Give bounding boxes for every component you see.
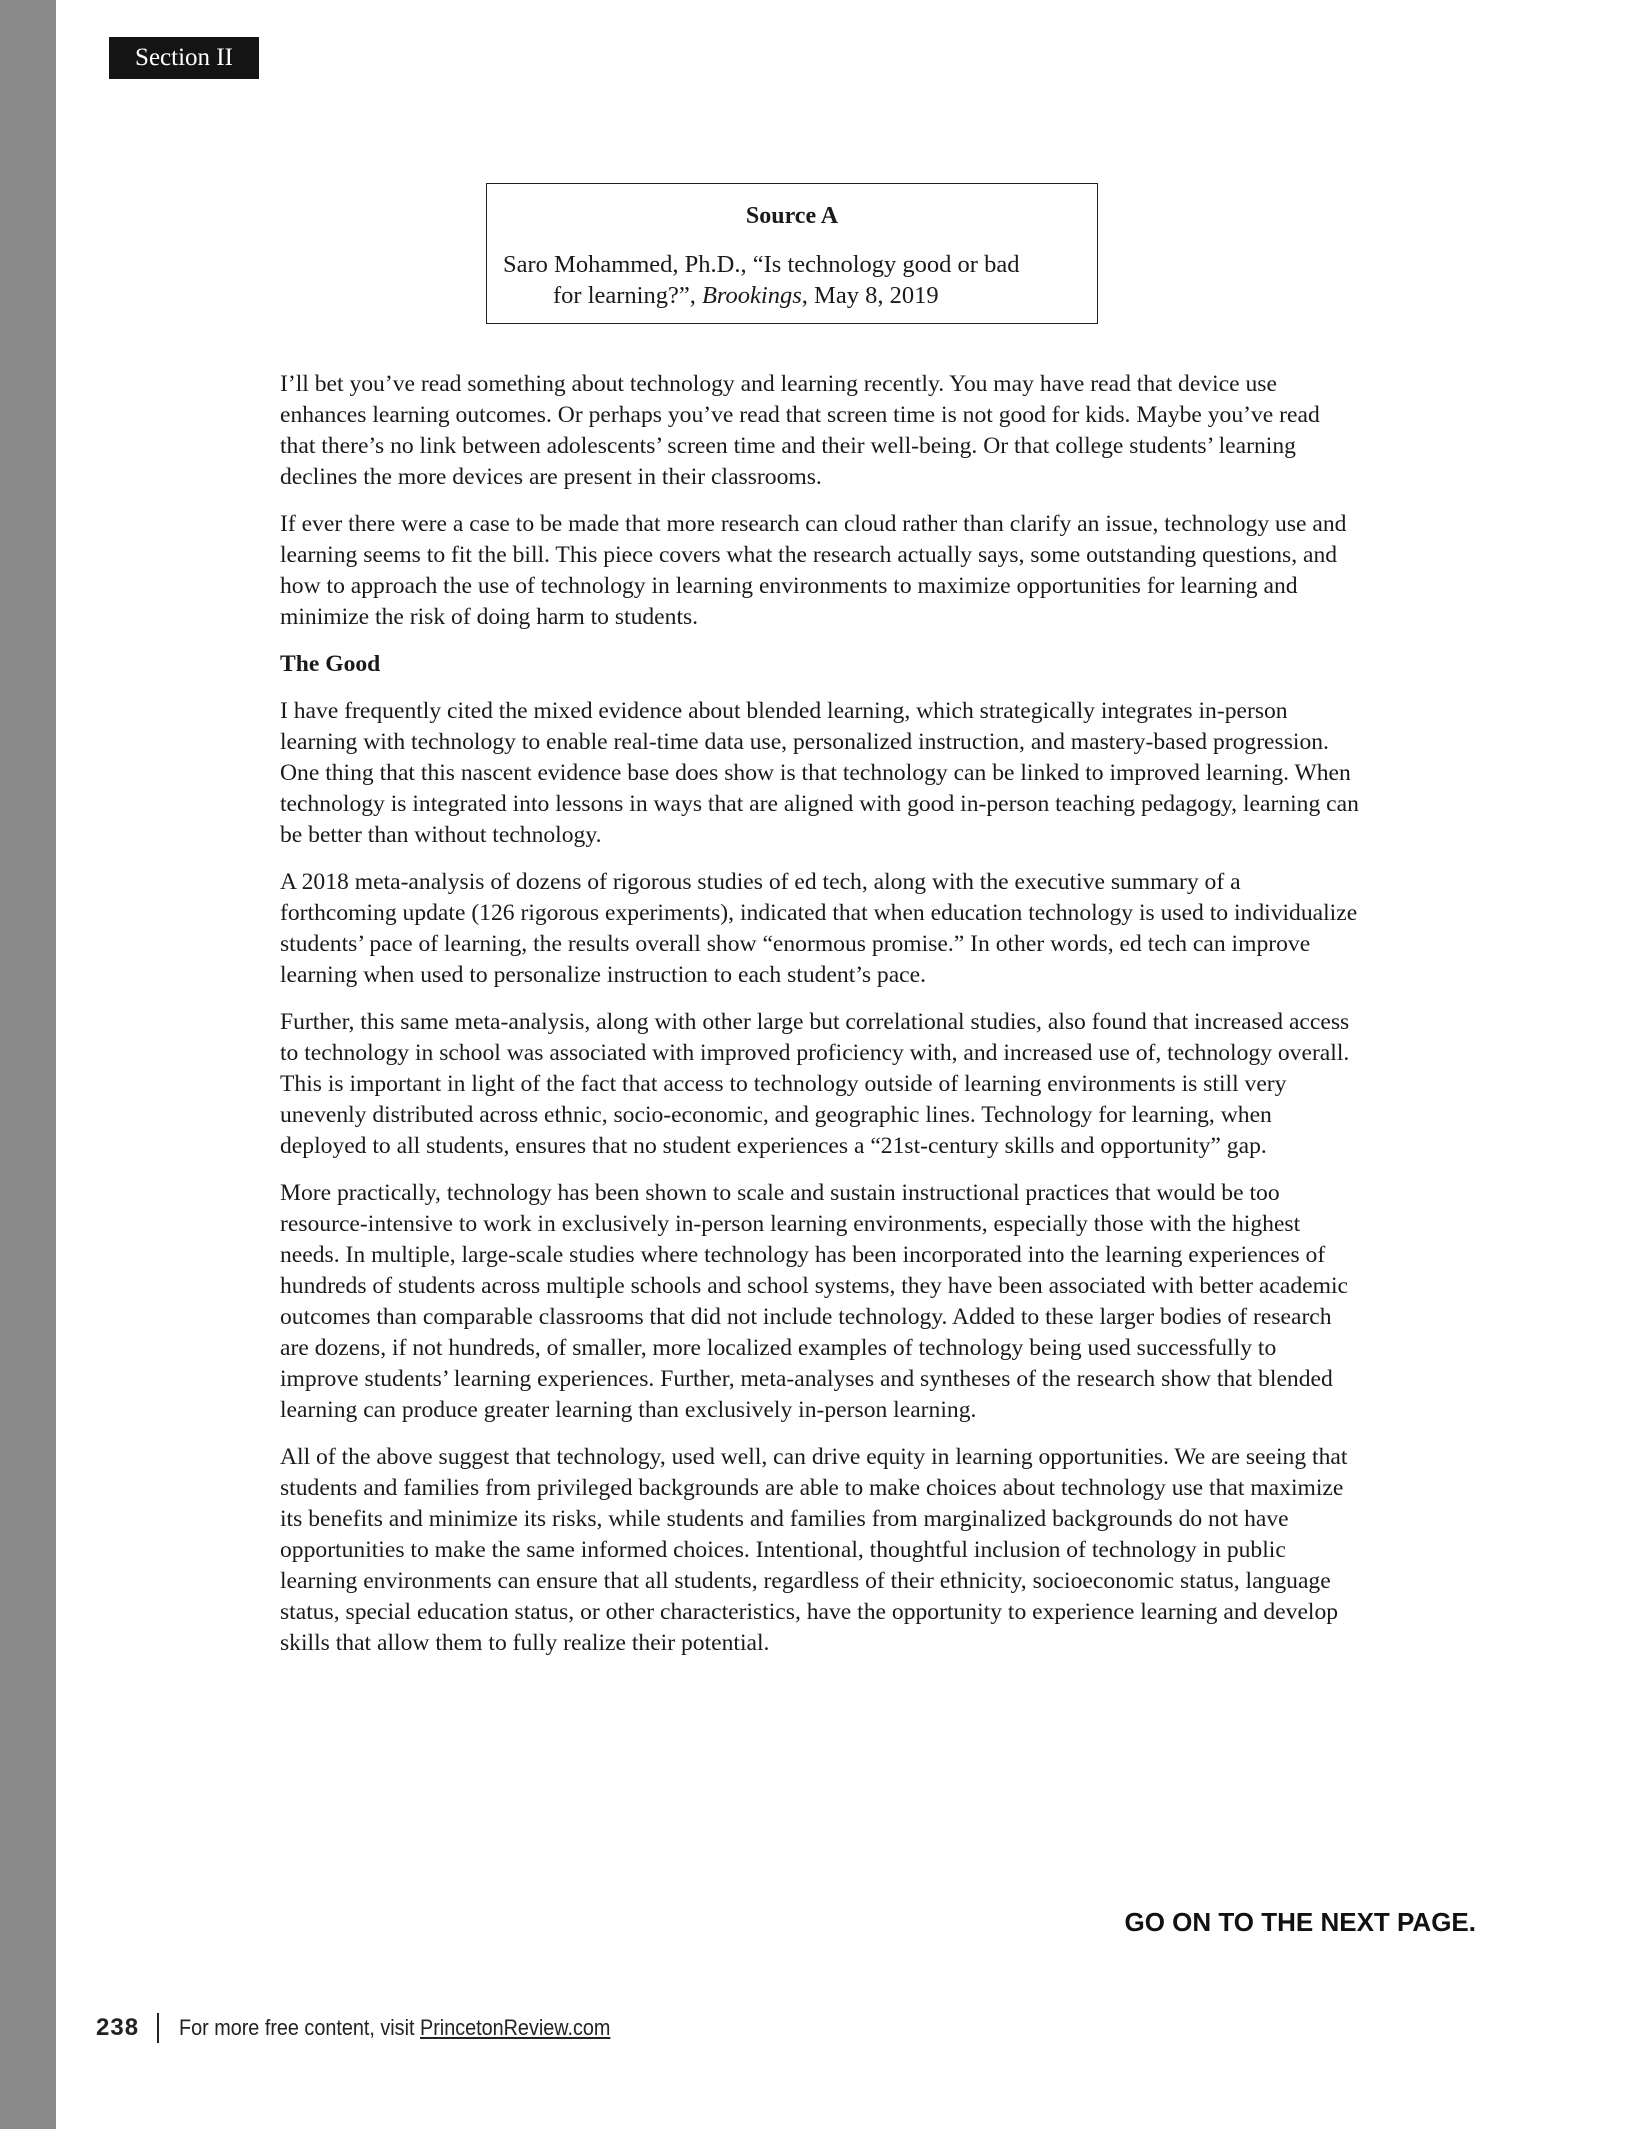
citation-line-2	[553, 281, 939, 311]
paragraph: I have frequently cited the mixed evidence about blended learning, which strategically integrates in-person learning with technology to enable real-time data use, personalized instruction, and mastery-based progression. One thing that this nascent evidence base does show is that technology can be linked to improved learning. When technology is integrated into lessons in ways that are aligned with good in-person teaching pedagogy, learning can be better than without technology.	[280, 698, 1359, 848]
page-number: 238	[96, 2014, 140, 2041]
citation-publication: Brookings	[701, 282, 802, 309]
paragraph: I’ll bet you’ve read something about technology and learning recently. You may have read that device use enhances learning outcomes. Or perhaps you’ve read that screen time is not good for kids. Maybe you’ve read that there’s no link between adolescents’ screen time and their well-being. Or that college students’ learning declines the more devices are present in their classrooms.	[280, 371, 1320, 490]
citation-title-continued: for learning?”,	[553, 282, 702, 309]
citation-author-title: Saro Mohammed, Ph.D., “Is technology good or bad	[503, 251, 1020, 278]
page-footer	[96, 2012, 658, 2044]
footer-divider	[157, 2013, 159, 2043]
section-label: Section II	[109, 37, 259, 79]
paragraph: All of the above suggest that technology, used well, can drive equity in learning opportunities. We are seeing that students and families from privileged backgrounds are able to make choices about technology use that maximize its benefits and minimize its risks, while students and families from marginalized backgrounds do not have opportunities to make the same informed choices. Intentional, thoughtful inclusion of technology in public learning environments can ensure that all students, regardless of their ethnicity, socioeconomic status, language status, special education status, or other characteristics, have the opportunity to experience learning and develop skills that allow them to fully realize their potential.	[280, 1444, 1348, 1656]
paragraph: More practically, technology has been shown to scale and sustain instructional practices that would be too resource-intensive to work in exclusively in-person learning environments, especially those with the highest needs. In multiple, large-scale studies where technology has been incorporated into the learning experiences of hundreds of students across multiple schools and school systems, they have been associated with better academic outcomes than comparable classrooms that did not include technology. Added to these larger bodies of research are dozens, if not hundreds, of smaller, more localized examples of technology being used successfully to improve students’ learning experiences. Further, meta-analyses and syntheses of the research show that blended learning can produce greater learning than exclusively in-person learning.	[280, 1180, 1348, 1423]
citation-date: , May 8, 2019	[801, 282, 939, 309]
paragraph: Further, this same meta-analysis, along with other large but correlational studies, also found that increased access to technology in school was associated with improved proficiency with, and increased use of, technology overall. This is important in light of the fact that access to technology outside of learning environments is still very unevenly distributed across ethnic, socio-economic, and geographic lines. Technology for learning, when deployed to all students, ensures that no student experiences a “21st-century skills and opportunity” gap.	[280, 1009, 1350, 1159]
source-citation-box	[486, 183, 1098, 324]
source-title: Source A	[745, 203, 839, 229]
footer-promo	[179, 2015, 610, 2041]
section-heading: The Good	[280, 651, 381, 677]
footer-promo-text: For more free content, visit	[179, 2015, 421, 2040]
paragraph: If ever there were a case to be made that more research can cloud rather than clarify an issue, technology use and learning seems to fit the bill. This piece covers what the research actually says, some outstanding questions, and how to approach the use of technology in learning environments to maximize opportunities for learning and minimize the risk of doing harm to students.	[280, 511, 1347, 630]
footer-link[interactable]: PrincetonReview.com	[420, 2015, 611, 2040]
paragraph: A 2018 meta-analysis of dozens of rigorous studies of ed tech, along with the executive summary of a forthcoming update (126 rigorous experiments), indicated that when education technology is used to individualize students’ pace of learning, the results overall show “enormous promise.” In other words, ed tech can improve learning when used to personalize instruction to each student’s pace.	[280, 869, 1358, 988]
citation-line-1	[503, 250, 1019, 280]
next-page-instruction: GO ON TO THE NEXT PAGE.	[1124, 1907, 1476, 1937]
article-body	[280, 369, 1360, 1675]
page-edge-bar	[0, 0, 56, 2129]
